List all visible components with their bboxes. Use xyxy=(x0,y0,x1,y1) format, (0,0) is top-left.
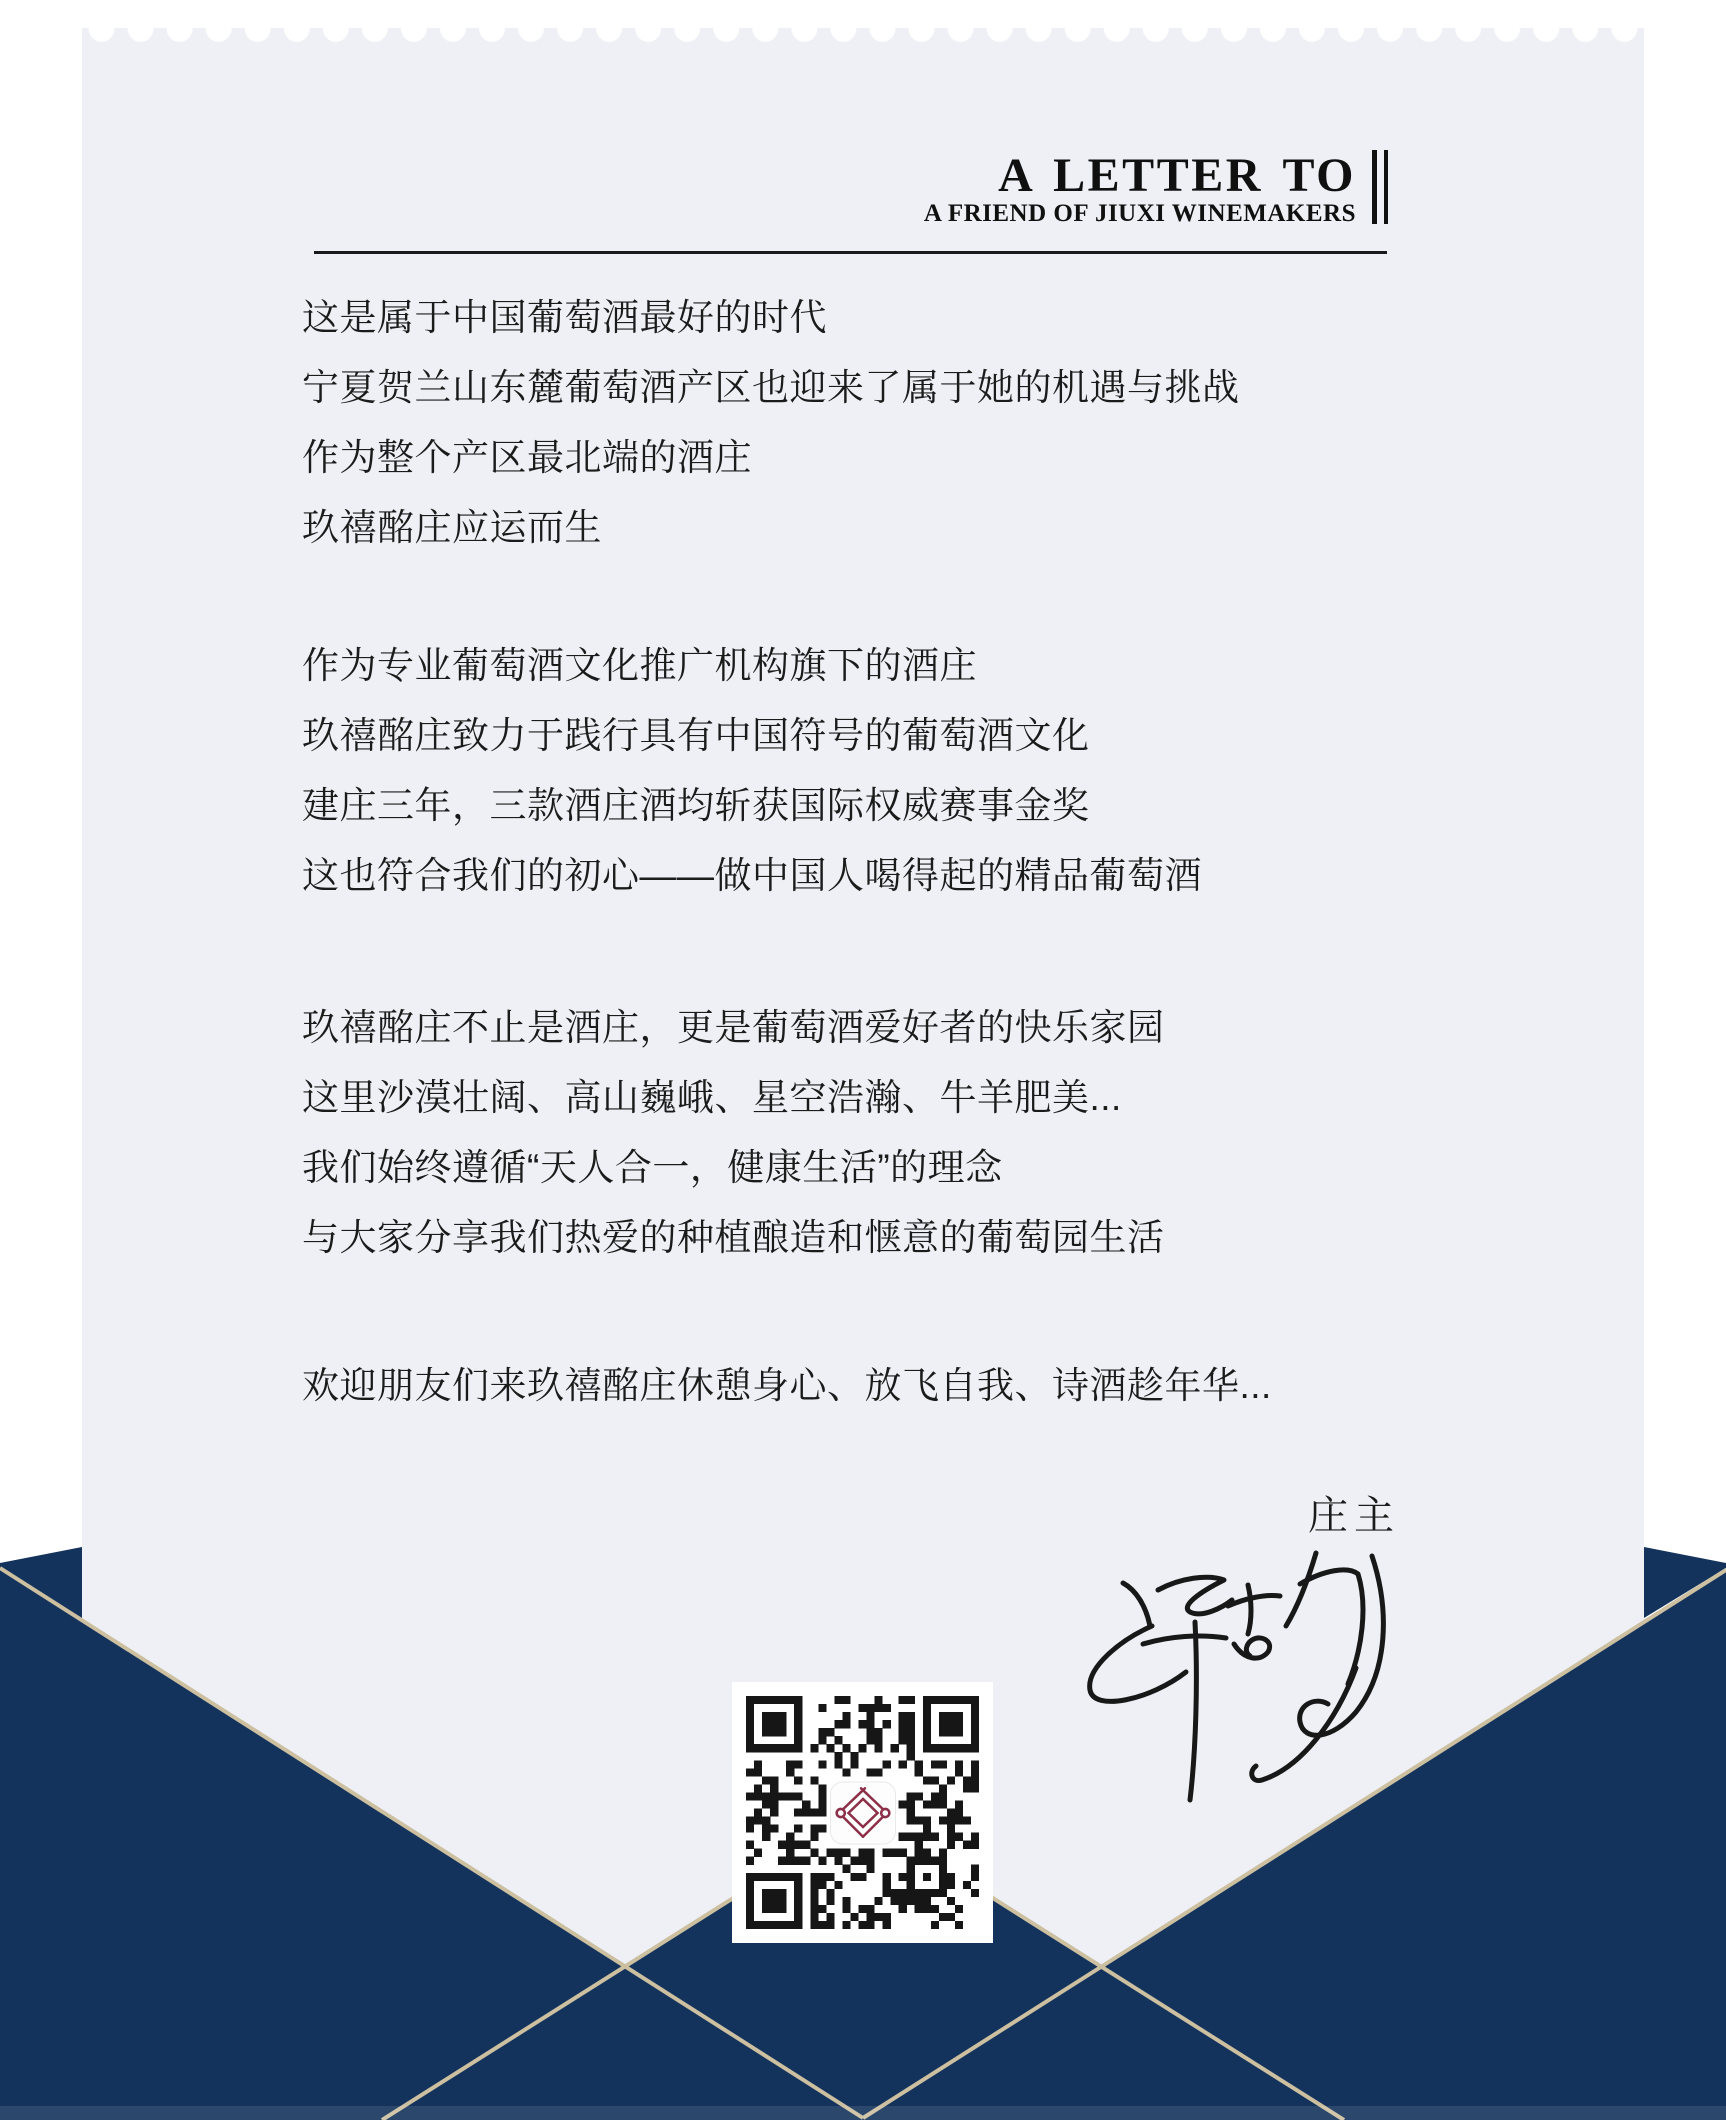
text-line: 欢迎朋友们来玖禧酩庄休憩身心、放飞自我、诗酒趁年华... xyxy=(302,1365,1272,1406)
page-title: A LETTER TO xyxy=(998,149,1356,202)
qr-center-logo xyxy=(830,1781,896,1844)
text-line: 玖禧酩庄应运而生 xyxy=(302,507,602,548)
diamond-logo-icon xyxy=(831,1782,895,1843)
text-line: 作为专业葡萄酒文化推广机构旗下的酒庄 xyxy=(302,645,977,686)
text-line: 与大家分享我们热爱的种植酿造和惬意的葡萄园生活 xyxy=(302,1217,1165,1258)
text-line: 我们始终遵循“天人合一，健康生活”的理念 xyxy=(302,1147,1003,1188)
text-line: 这里沙漠壮阔、高山巍峨、星空浩瀚、牛羊肥美... xyxy=(302,1077,1122,1118)
qr-card xyxy=(732,1682,993,1943)
text-line: 这是属于中国葡萄酒最好的时代 xyxy=(302,297,827,338)
text-line: 建庄三年，三款酒庄酒均斩获国际权威赛事金奖 xyxy=(302,785,1090,826)
text-line: 这也符合我们的初心——做中国人喝得起的精品葡萄酒 xyxy=(302,855,1202,896)
text-line: 宁夏贺兰山东麓葡萄酒产区也迎来了属于她的机遇与挑战 xyxy=(302,367,1240,408)
envelope-bottom-fold xyxy=(0,2106,1726,2120)
page-subtitle: A FRIEND OF JIUXI WINEMAKERS xyxy=(923,200,1356,227)
text-line: 作为整个产区最北端的酒庄 xyxy=(302,437,752,478)
text-line: 玖禧酩庄不止是酒庄，更是葡萄酒爱好者的快乐家园 xyxy=(302,1007,1165,1048)
signoff-label: 庄主 xyxy=(1308,1494,1400,1538)
text-line: 玖禧酩庄致力于践行具有中国符号的葡萄酒文化 xyxy=(302,715,1090,756)
